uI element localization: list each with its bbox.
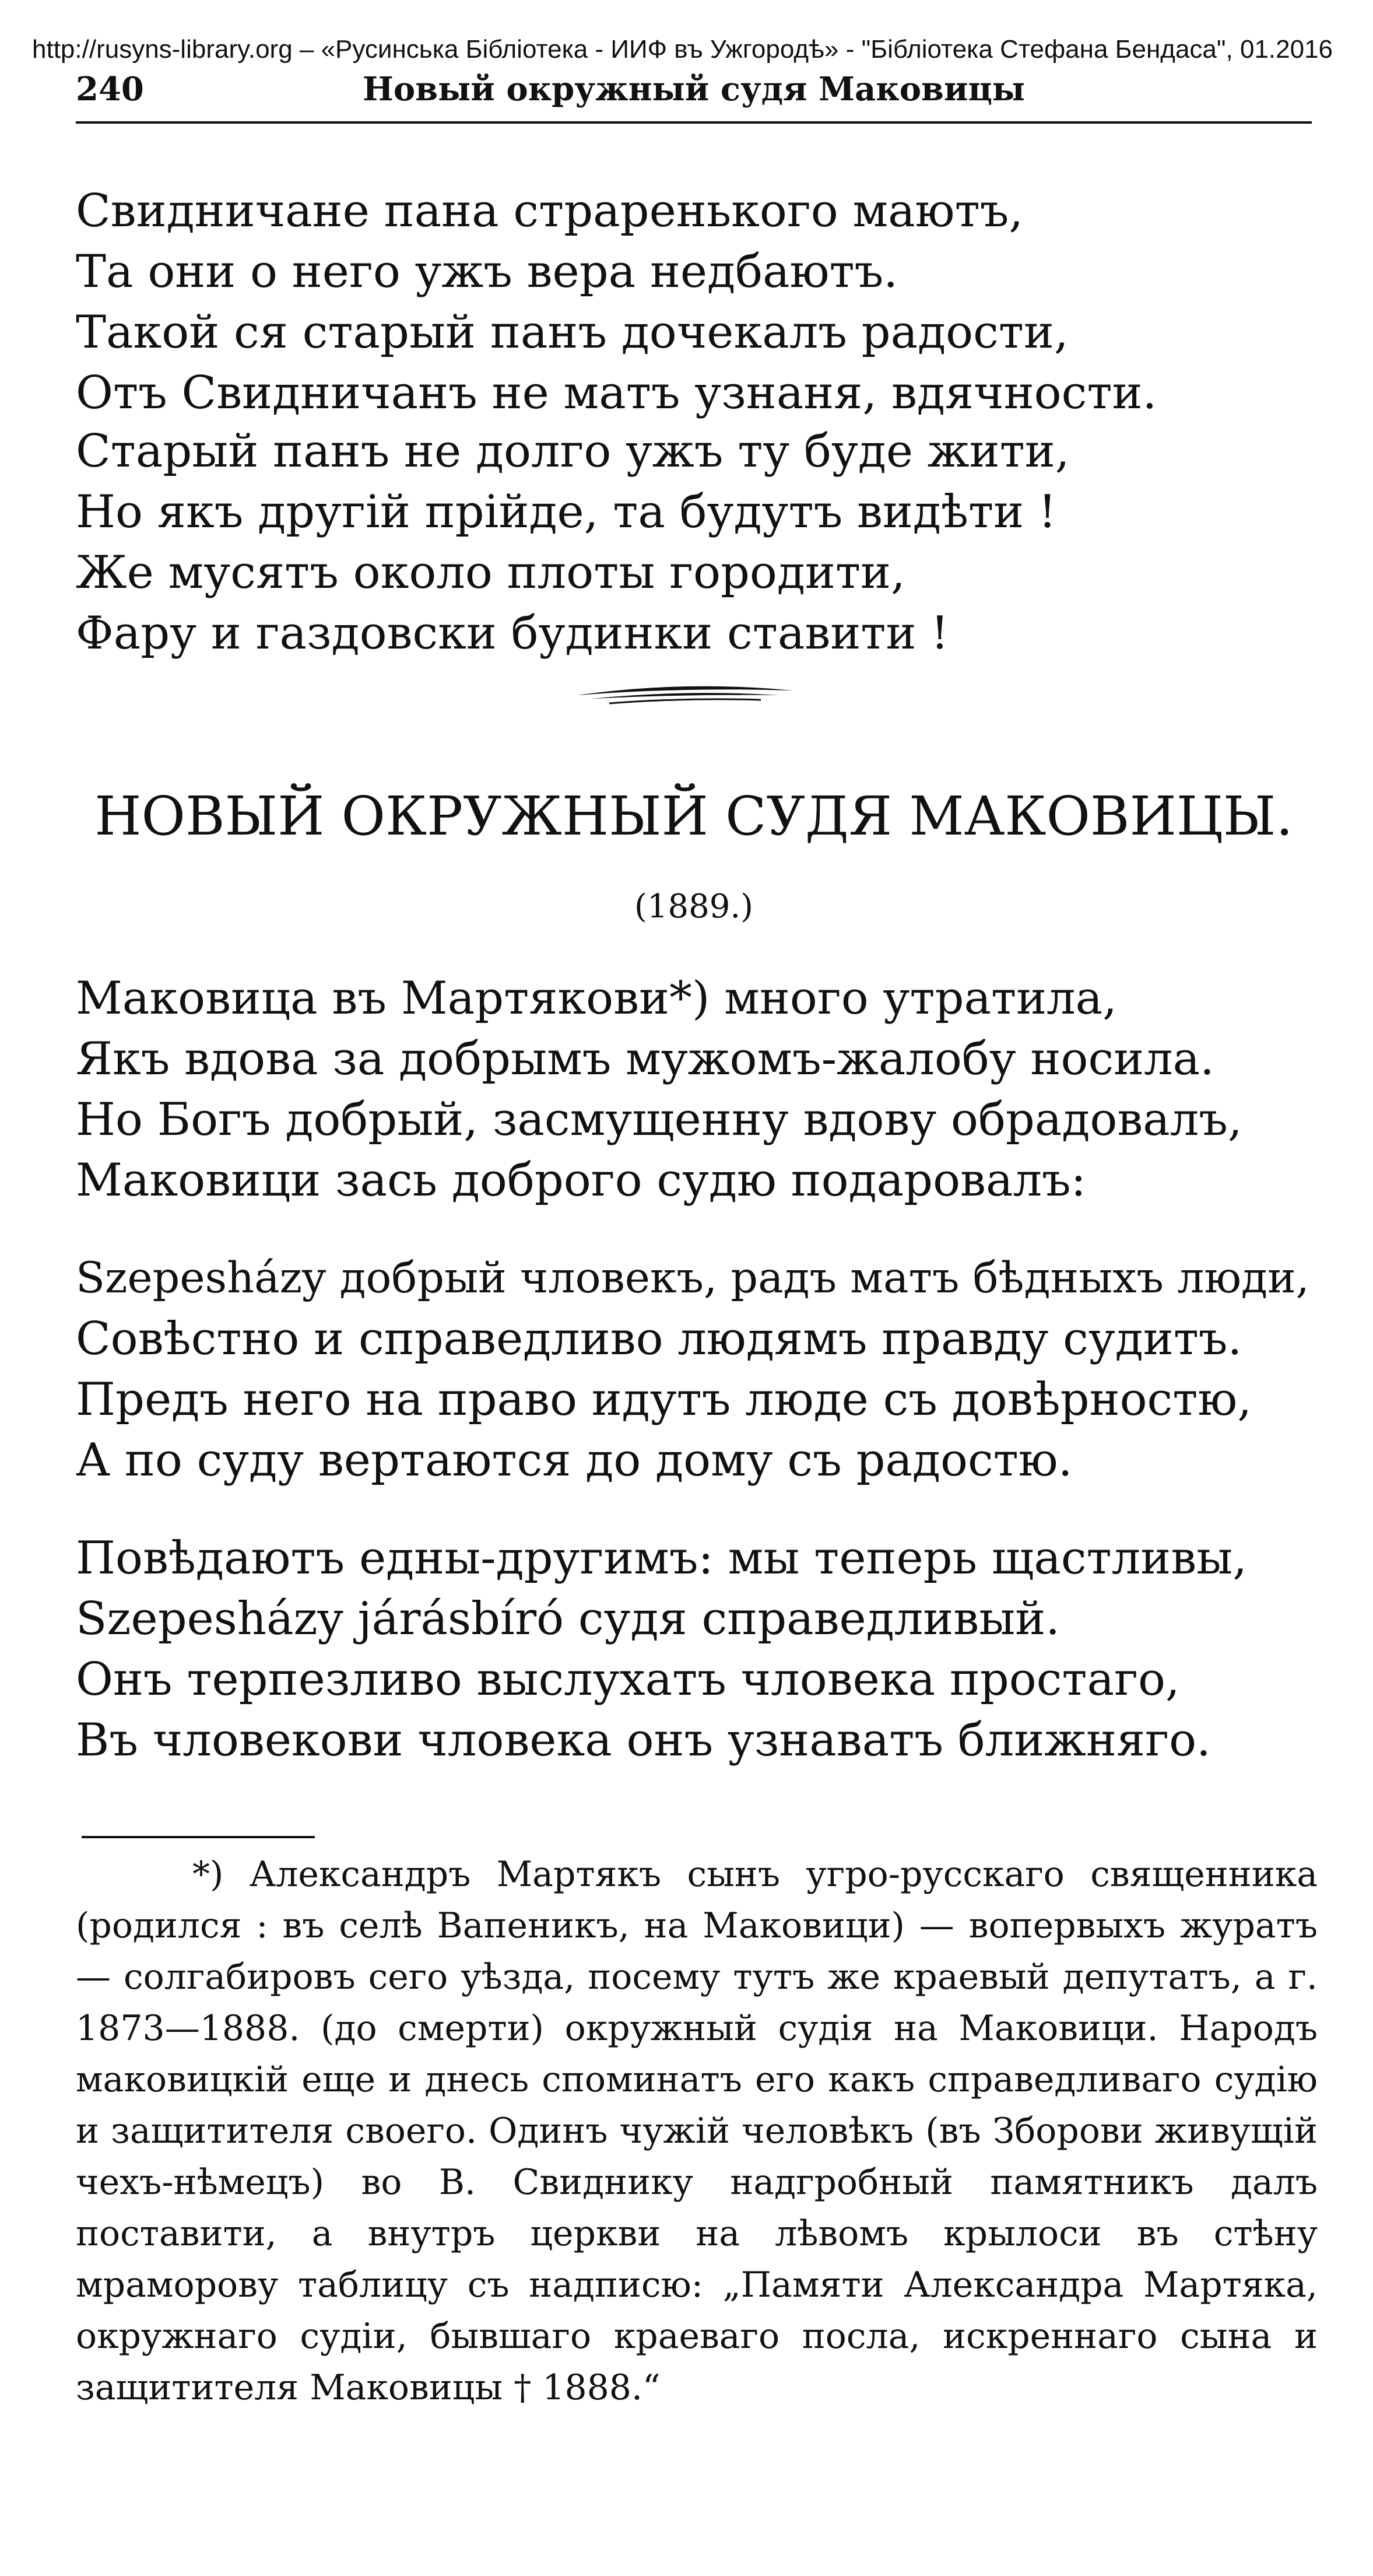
poem-year: (1889.) — [634, 888, 753, 926]
poem-stanza-3 — [76, 1528, 1323, 1771]
verse-line: А по суду вертаются до дому съ радостю. — [76, 1434, 1073, 1487]
verse-line: Въ чловекови чловека онъ узнаватъ ближняго. — [76, 1714, 1211, 1767]
verse-line: Та они о него ужъ вера недбаютъ. — [76, 246, 898, 298]
verse-line: Szepesházy добрый чловекъ, радъ матъ бѣдныхъ люди, — [76, 1253, 1309, 1303]
verse-line: Но якъ другій прійде, та будутъ видѣти ! — [76, 486, 1057, 538]
poem-title: НОВЫЙ ОКРУЖНЫЙ СУДЯ МАКОВИЦЫ. — [94, 785, 1293, 847]
verse-line: Же мусятъ около плоты городити, — [76, 546, 905, 599]
verse-line: Такой ся старый панъ дочекалъ радости, — [76, 306, 1069, 359]
page-header — [76, 69, 1312, 115]
prev-stanza-1 — [76, 181, 1323, 423]
verse-line: Старый панъ не долго ужъ ту буде жити, — [76, 425, 1070, 478]
footnote — [76, 1849, 1318, 2413]
verse-line: Онъ терпезливо выслухатъ чловека простаго, — [76, 1653, 1180, 1706]
section-ornament-icon — [574, 678, 796, 707]
source-url-line: http://rusyns-library.org – «Русинська Бібліотека - ИИФ въ Ужгородѣ» - "Бібліотека Стефана Бендаса", 01.2016 — [32, 35, 1333, 64]
verse-line: Szepesházy járásbíró судя справедливый. — [76, 1593, 1061, 1645]
prev-stanza-2 — [76, 421, 1323, 664]
running-title: Новый окружный судя Маковицы — [363, 70, 1025, 108]
poem-stanza-1 — [76, 968, 1323, 1211]
verse-line: Повѣдаютъ едны-другимъ: мы теперь щастливы, — [76, 1532, 1247, 1585]
poem-stanza-2 — [76, 1248, 1323, 1491]
verse-line: Свидничане пана страренького маютъ, — [76, 185, 1024, 237]
footnote-rule — [82, 1836, 315, 1838]
verse-line: Маковица въ Мартякови*) много утратила, — [76, 972, 1117, 1025]
verse-line: Совѣстно и справедливо людямъ правду судитъ. — [76, 1313, 1242, 1365]
footnote-text: *) Александръ Мартякъ сынъ угро-русскаго священника (родился : въ селѣ Вапеникъ, на Маковици) — вопервыхъ журатъ — солгабировъ сего уѣзда, посему тутъ же краевый депутатъ, а г. 1873—1888. (до смерти) окружный судія на Маковици. Народъ маковицкій еще и днесь споминатъ его какъ справедливаго судію и защитителя своего. Одинъ чужій человѣкъ (въ Зборови живущій чехъ-нѣмецъ) во В. Свиднику надгробный памятникъ далъ поставити, а внутръ церкви на лѣвомъ крылоси въ стѣну мраморову таблицу съ надписю: „Памяти Александра Мартяка, окружнаго судіи, бывшаго краеваго посла, искреннаго сына и защитителя Маковицы † 1888.“ — [76, 1854, 1318, 2408]
page-number: 240 — [76, 70, 144, 108]
header-rule — [76, 121, 1312, 124]
verse-line: Маковици зась доброго судю подаровалъ: — [76, 1154, 1086, 1207]
verse-line: Фару и газдовски будинки ставити ! — [76, 607, 949, 660]
verse-line: Но Богъ добрый, засмущенну вдову обрадовалъ, — [76, 1094, 1242, 1146]
verse-line: Якъ вдова за добрымъ мужомъ-жалобу носила. — [76, 1033, 1214, 1085]
verse-line: Отъ Свидничанъ не матъ узнаня, вдячности. — [76, 367, 1157, 419]
verse-line: Предъ него на право идутъ люде съ довѣрностю, — [76, 1373, 1252, 1426]
